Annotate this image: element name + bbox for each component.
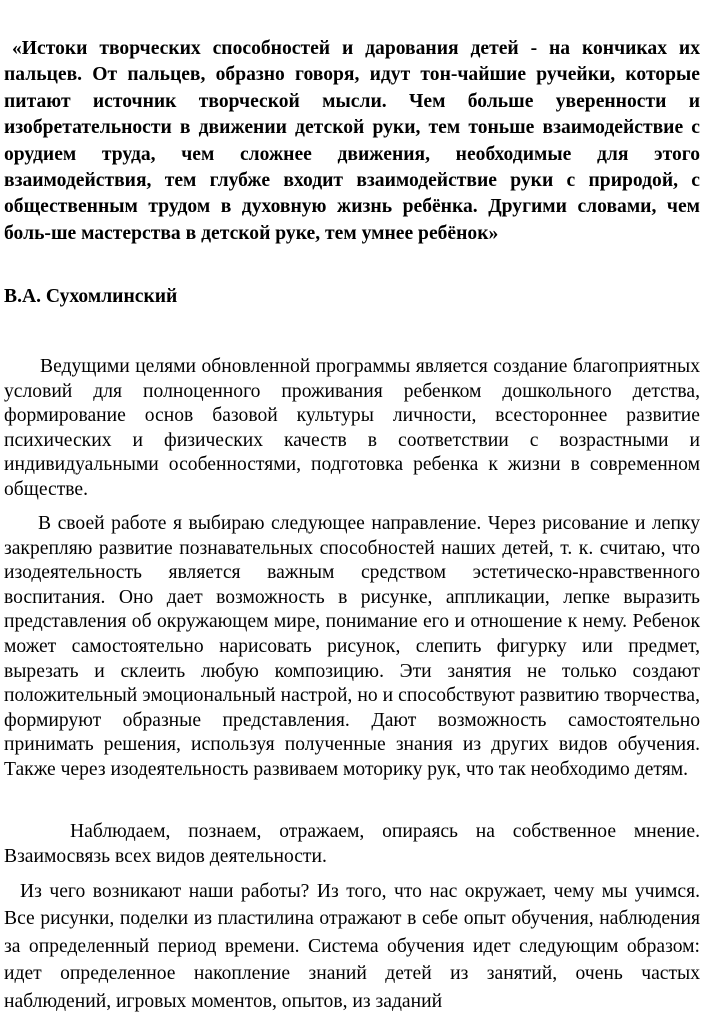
body-paragraph-1: Ведущими целями обновленной программы является создание благоприятных условий для полноценного проживания ребенком дошкольного детства, формирование основ базовой культуры личности, всестороннее развитие психических и физических качеств в соответствии с возрастными и индивидуальными особенностями, подготовка ребенка к жизни в современном обществе. — [4, 356, 700, 500]
body-paragraph-4: Из чего возникают наши работы? Из того, что нас окружает, чему мы учимся. Все рисунки, поделки из пластилина отражают в себе опыт обучения, наблюдения за определенный период времени. Система обучения идет следующим образом: идет определенное накопление знаний детей из занятий, очень частых наблюдений, игровых моментов, опытов, из заданий — [4, 881, 700, 1012]
body-paragraph-3: Наблюдаем, познаем, отражаем, опираясь на собственное мнение. Взаимосвязь всех видов деятельности. — [4, 821, 700, 867]
body-paragraph-2: В своей работе я выбираю следующее направление. Через рисование и лепку закрепляю развитие познавательных способностей наших детей, т. к. считаю, что изодеятельность является важным средством эстетическо-нравственного воспитания. Оно дает возможность в рисунке, аппликации, лепке выразить представления об окружающем мире, понимание его и отношение к нему. Ребенок может самостоятельно нарисовать рисунок, слепить фигурку или предмет, вырезать и склеить любую композицию. Эти занятия не только создают положительный эмоциональный настрой, но и способствуют развитию творчества, формируют образные представления. Дают возможность самостоятельно принимать решения, используя полученные знания из других видов обучения. Также через изодеятельность развиваем моторику рук, что так необходимо детям. — [4, 513, 700, 780]
epigraph-author: В.А. Сухомлинский — [4, 286, 178, 307]
epigraph-quote: «Истоки творческих способностей и дарования детей - на кончиках их пальцев. От пальцев, образно говоря, идут тон-чайшие ручейки, которые питают источник творческой мысли. Чем больше уверенности и изобретательности в движении детской руки, тем тоньше взаимодействие с орудием труда, чем сложнее движения, необходимые для этого взаимодействия, тем глубже входит взаимодействие руки с природой, с общественным трудом в духовную жизнь ребёнка. Другими словами, чем боль-ше мастерства в детской руке, тем умнее ребёнок» — [4, 38, 700, 244]
